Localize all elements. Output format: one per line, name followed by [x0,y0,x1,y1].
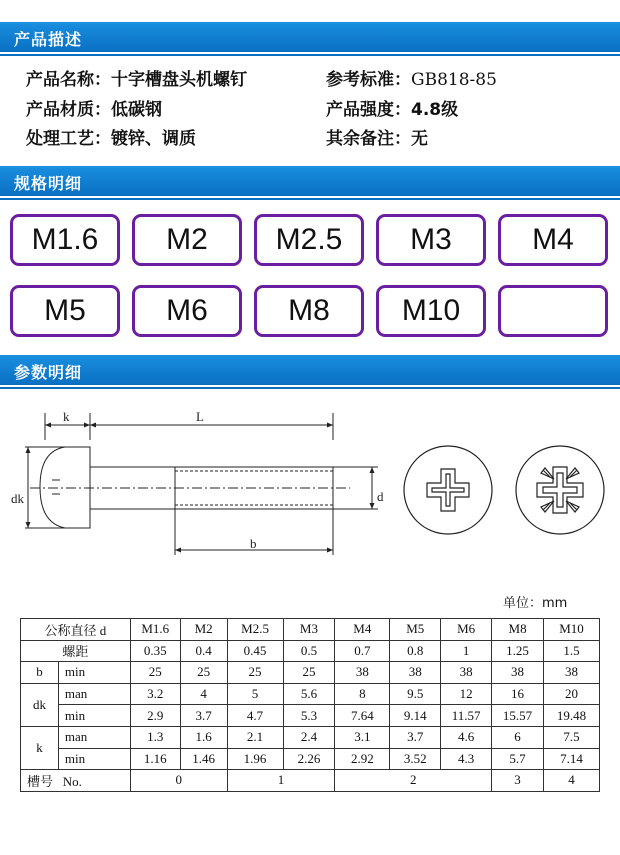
table-cell: 38 [390,662,441,684]
table-cell: 1.6 [180,726,227,748]
parameter-table [20,618,600,792]
table-row-k-min [21,748,600,770]
dim-label-k: k [63,409,70,424]
table-row-dk-min [21,705,600,727]
screw-drawing [0,395,620,585]
table-cell: 4 [544,770,600,792]
table-cell: 38 [335,662,390,684]
size-header: M2.5 [227,619,283,641]
table-cell: 4.7 [227,705,283,727]
table-cell: 2.4 [283,726,335,748]
table-cell: 1 [227,770,335,792]
table-cell: 0.45 [227,640,283,662]
info-row [26,65,606,91]
table-cell: 5.3 [283,705,335,727]
note-field: 其余备注：无 [326,129,428,149]
table-cell: 1.5 [544,640,600,662]
table-row-k-max [21,726,600,748]
table-cell: 2 [335,770,492,792]
table-cell: 20 [544,683,600,705]
dim-label-L: L [196,409,204,424]
table-cell: 12 [441,683,492,705]
section-title: 规格明细 [14,174,83,193]
table-row-pitch [21,640,600,662]
table-cell: 19.48 [544,705,600,727]
size-header: M1.6 [130,619,180,641]
table-cell: 38 [441,662,492,684]
table-cell: 0.35 [130,640,180,662]
section-bar-params [0,355,620,385]
table-cell: 0.5 [283,640,335,662]
spec-option[interactable]: M5 [10,285,120,337]
table-cell: 1 [441,640,492,662]
table-cell: 2.26 [283,748,335,770]
row-label: 螺距 [21,640,131,662]
row-sublabel: min [58,748,130,770]
unit-label: 单位：mm [503,596,568,611]
info-row [26,124,606,150]
table-cell: 15.57 [492,705,544,727]
info-row [26,95,606,121]
table-cell: 3.7 [180,705,227,727]
row-label: k [21,726,59,769]
table-row-slot [21,770,600,792]
table-cell: 0 [130,770,227,792]
table-cell: 5.6 [283,683,335,705]
dim-label-dk: dk [11,491,24,506]
table-cell: 7.5 [544,726,600,748]
table-cell: 11.57 [441,705,492,727]
spec-option[interactable]: M1.6 [10,214,120,266]
table-cell: 38 [544,662,600,684]
table-cell: 3.2 [130,683,180,705]
table-cell: 1.25 [492,640,544,662]
name-field: 产品名称：十字槽盘头机螺钉 [26,70,247,90]
table-cell: 5 [227,683,283,705]
divider [0,198,620,200]
table-cell: 25 [130,662,180,684]
size-header: M8 [492,619,544,641]
phillips-recess-icon [404,446,492,534]
spec-option[interactable]: M3 [376,214,486,266]
size-header: M5 [390,619,441,641]
table-cell: 25 [180,662,227,684]
table-row-b [21,662,600,684]
size-header: M4 [335,619,390,641]
row-label: 槽号 No. [21,770,131,792]
dim-label-b: b [250,536,257,551]
table-cell: 6 [492,726,544,748]
spec-option[interactable]: M10 [376,285,486,337]
header-label: 公称直径 d [21,619,131,641]
table-cell: 16 [492,683,544,705]
row-sublabel: min [58,662,130,684]
section-title: 参数明细 [14,363,83,382]
table-cell: 3.7 [390,726,441,748]
size-header: M2 [180,619,227,641]
table-cell: 25 [227,662,283,684]
standard-field: 参考标准：GB818-85 [326,70,497,90]
row-label: dk [21,683,59,726]
table-cell: 3 [492,770,544,792]
table-cell: 5.7 [492,748,544,770]
divider [0,387,620,389]
table-cell: 0.4 [180,640,227,662]
table-row-header [21,619,600,641]
table-cell: 3.1 [335,726,390,748]
row-sublabel: man [58,726,130,748]
table-cell: 1.16 [130,748,180,770]
row-sublabel: man [58,683,130,705]
material-field: 产品材质：低碳钢 [26,100,162,120]
table-cell: 9.14 [390,705,441,727]
size-header: M3 [283,619,335,641]
screw-head [40,447,90,528]
table-cell: 2.92 [335,748,390,770]
section-title: 产品描述 [14,30,83,49]
table-cell: 2.1 [227,726,283,748]
dim-label-d: d [377,489,384,504]
table-cell: 38 [492,662,544,684]
size-header: M10 [544,619,600,641]
table-cell: 2.9 [130,705,180,727]
spec-option[interactable]: M2.5 [254,214,364,266]
table-cell: 0.7 [335,640,390,662]
table-cell: 1.46 [180,748,227,770]
spec-option[interactable]: M4 [498,214,608,266]
size-header: M6 [441,619,492,641]
table-cell: 0.8 [390,640,441,662]
table-cell: 9.5 [390,683,441,705]
table-cell: 4.3 [441,748,492,770]
table-cell: 3.52 [390,748,441,770]
table-cell: 4 [180,683,227,705]
process-field: 处理工艺：镀锌、调质 [26,129,196,149]
table-cell: 7.64 [335,705,390,727]
table-cell: 8 [335,683,390,705]
spec-option[interactable]: M8 [254,285,364,337]
row-sublabel: min [58,705,130,727]
pozidriv-recess-icon [516,446,604,534]
spec-option-empty[interactable] [498,285,608,337]
divider [0,54,620,56]
row-label: b [21,662,59,684]
table-row-dk-max [21,683,600,705]
table-cell: 4.6 [441,726,492,748]
section-bar-description [0,22,620,52]
table-cell: 1.3 [130,726,180,748]
grade-field: 产品强度：4.8级 [326,100,459,120]
table-cell: 25 [283,662,335,684]
table-cell: 1.96 [227,748,283,770]
spec-option[interactable]: M6 [132,285,242,337]
spec-option[interactable]: M2 [132,214,242,266]
section-bar-specs [0,166,620,196]
table-cell: 7.14 [544,748,600,770]
